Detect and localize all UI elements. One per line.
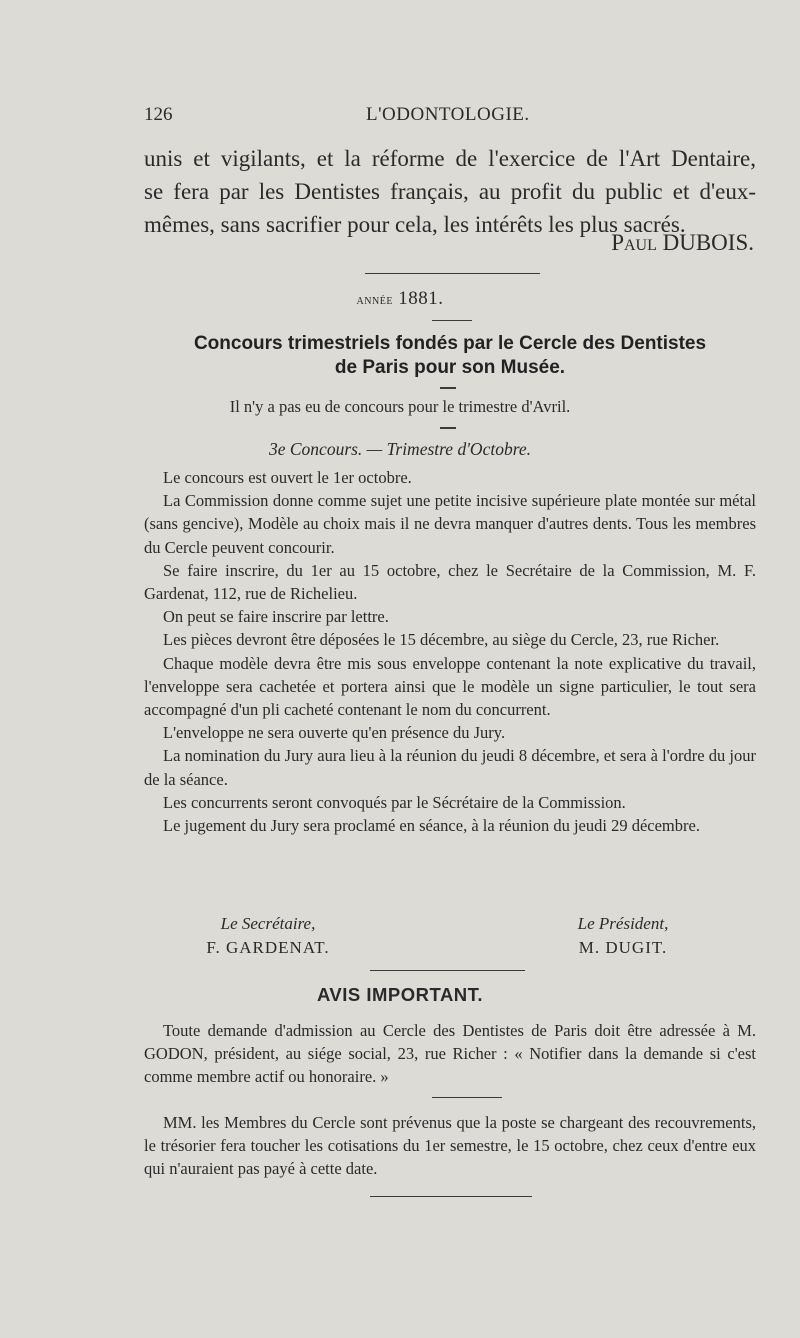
- avis-text: Toute demande d'admission au Cercle des Dentistes de Paris doit être adressée à M. GODON, président, au siége social, 23, rue Richer : « Notifier dans la demande si c'est comme membre actif ou honoraire. »: [144, 1021, 756, 1087]
- president-name: M. DUGIT.: [578, 938, 668, 957]
- body-paragraph: La nomination du Jury aura lieu à la réunion du jeudi 8 décembre, et sera à l'ordre du jour de la séance.: [144, 746, 756, 789]
- signature-block: [144, 912, 756, 962]
- author-last-name: DUBOIS.: [662, 230, 754, 255]
- dash-divider: [440, 387, 456, 389]
- year-label: année: [356, 293, 393, 308]
- intro-line: unis et vigilants, et la réforme de l'exercice de l'Art Dentaire,: [144, 146, 756, 171]
- page-number: 126: [144, 104, 173, 125]
- body-paragraph: La Commission donne comme sujet une petite incisive supérieure plate montée sur métal (sans gencive), Modèle au choix mais il ne devra manquer d'autres dents. Tous les membres du Cercle peuvent concourir.: [144, 491, 756, 557]
- heading-line: de Paris pour son Musée.: [334, 357, 566, 378]
- president-role: Le Président,: [577, 914, 669, 933]
- intro-line: se fera par les Dentistes français, au profit du public et d'eux-: [144, 179, 756, 204]
- body-paragraph: Se faire inscrire, du 1er au 15 octobre, chez le Secrétaire de la Commission, M. F. Gardenat, 112, rue de Richelieu.: [144, 560, 756, 604]
- notice-text: Il n'y a pas eu de concours pour le trimestre d'Avril.: [229, 397, 571, 416]
- contest-subheading: 3e Concours. — Trimestre d'Octobre.: [268, 439, 532, 459]
- body-paragraph: Les concurrents seront convoqués par le Sécrétaire de la Commission.: [163, 792, 626, 812]
- section-divider: [365, 273, 540, 274]
- avis-paragraph: [144, 1019, 756, 1089]
- secretary-name: F. GARDENAT.: [206, 938, 330, 957]
- short-divider: [432, 1097, 502, 1098]
- running-title: L'ODONTOLOGIE.: [366, 104, 530, 125]
- body-paragraph: Chaque modèle devra être mis sous enveloppe contenant la note explicative du travail, l'enveloppe sera cachetée et portera ainsi que le modèle un signe particulier, le tout sera accompagné d'un pli cacheté contenant le nom du concurrent.: [144, 653, 756, 720]
- heading-line: Concours trimestriels fondés par le Cercle des Dentistes: [193, 333, 707, 354]
- body-paragraph: Les pièces devront être déposées le 15 décembre, au siège du Cercle, 23, rue Richer.: [163, 630, 720, 650]
- secretary-role: Le Secrétaire,: [220, 914, 316, 933]
- president-signature: [548, 912, 698, 960]
- contest-rules: [144, 466, 756, 837]
- dash-divider: [440, 427, 456, 429]
- short-divider: [432, 320, 472, 321]
- author-first-name: Paul: [611, 230, 657, 255]
- body-paragraph: On peut se faire inscrire par lettre.: [163, 607, 389, 627]
- year-value: 1881.: [398, 288, 444, 309]
- end-divider: [370, 1196, 532, 1197]
- body-paragraph: L'enveloppe ne sera ouverte qu'en présence du Jury.: [163, 723, 506, 743]
- section-heading: [144, 332, 756, 380]
- page-header: [144, 104, 754, 130]
- author-signature: [611, 230, 754, 256]
- body-paragraph: Le jugement du Jury sera proclamé en séance, à la réunion du jeudi 29 décembre.: [163, 816, 700, 836]
- avis-heading: AVIS IMPORTANT.: [316, 984, 484, 1005]
- secretary-signature: [178, 912, 358, 960]
- body-paragraph: Le concours est ouvert le 1er octobre.: [163, 468, 412, 487]
- year-heading: [0, 288, 800, 310]
- cotisations-paragraph: [144, 1111, 756, 1181]
- section-divider: [370, 970, 525, 971]
- cotisations-text: MM. les Membres du Cercle sont prévenus que la poste se chargeant des recouvrements, le trésorier fera toucher les cotisations du 1er semestre, le 15 octobre, chez ceux d'entre eux qui n'auraient pas payé à cette date.: [144, 1113, 756, 1179]
- intro-paragraph: [144, 142, 756, 241]
- intro-line: mêmes, sans sacrifier pour cela, les intérêts les plus sacrés.: [144, 212, 686, 237]
